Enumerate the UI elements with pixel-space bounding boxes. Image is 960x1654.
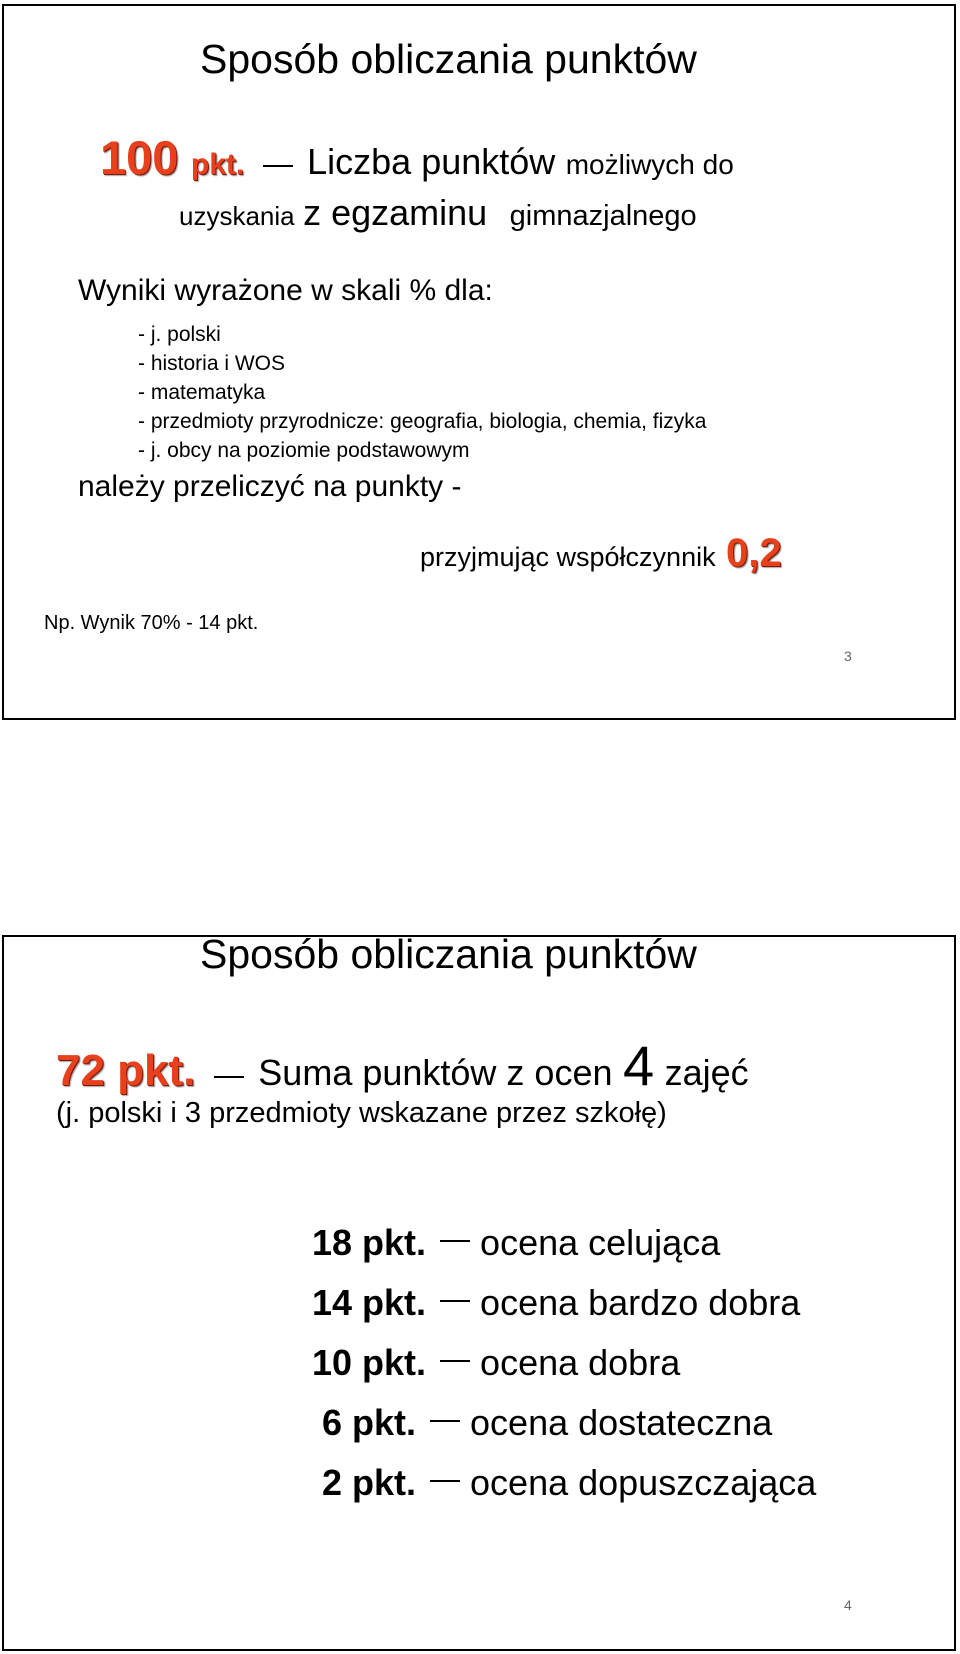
dash-separator xyxy=(440,1240,470,1242)
slide-title: Sposób obliczania punktów xyxy=(200,36,697,82)
subject-item: - j. obcy na poziomie podstawowym xyxy=(138,439,470,462)
page-number: 4 xyxy=(844,1597,852,1613)
points-value: 72 pkt. xyxy=(56,1046,196,1095)
sum-line xyxy=(56,1033,749,1098)
dash-separator xyxy=(430,1480,460,1482)
subject-item: - j. polski xyxy=(138,323,221,346)
points-description: Liczba punktów xyxy=(307,141,556,182)
points-line-2 xyxy=(179,192,697,234)
subjects-note: (j. polski i 3 przedmioty wskazane przez szkołę) xyxy=(56,1097,667,1129)
subject-item: - przedmioty przyrodnicze: geografia, biologia, chemia, fizyka xyxy=(138,410,707,433)
dash-separator xyxy=(440,1360,470,1362)
grade-item xyxy=(312,1213,816,1273)
grade-points: 14 pkt. xyxy=(312,1282,427,1323)
example-text: Np. Wynik 70% - 14 pkt. xyxy=(44,612,259,634)
coefficient-value: 0,2 xyxy=(726,531,782,575)
subjects-list xyxy=(138,320,706,465)
points-description-cont: możliwych do xyxy=(565,149,734,180)
grade-points: 2 pkt. xyxy=(322,1462,417,1503)
points-unit: pkt. xyxy=(190,148,245,181)
results-heading: Wyniki wyrażone w skali % dla: xyxy=(78,274,493,307)
grade-item xyxy=(312,1453,816,1513)
grade-points: 10 pkt. xyxy=(312,1342,427,1383)
points-line xyxy=(100,130,734,185)
grade-item xyxy=(312,1273,816,1333)
dash-separator xyxy=(440,1300,470,1302)
sum-count: 4 xyxy=(622,1034,655,1097)
coefficient-line xyxy=(420,531,782,576)
grade-item xyxy=(312,1393,816,1453)
page-number: 3 xyxy=(844,648,852,664)
grade-label: ocena bardzo dobra xyxy=(480,1282,801,1323)
subject-item: - matematyka xyxy=(138,381,266,404)
desc-gimnazjalnego: gimnazjalnego xyxy=(509,200,697,232)
grade-label: ocena dostateczna xyxy=(470,1402,773,1443)
grade-points: 18 pkt. xyxy=(312,1222,427,1263)
grade-label: ocena dopuszczająca xyxy=(470,1462,817,1503)
dash-separator xyxy=(263,165,293,167)
slide-3 xyxy=(2,4,956,720)
slide-title: Sposób obliczania punktów xyxy=(200,931,697,977)
points-value: 100 xyxy=(100,131,179,184)
grade-label: ocena dobra xyxy=(480,1342,681,1383)
subject-item: - historia i WOS xyxy=(138,352,286,375)
grades-list xyxy=(312,1213,816,1513)
desc-egzaminu: z egzaminu xyxy=(303,192,488,233)
grade-item xyxy=(312,1333,816,1393)
slide-4 xyxy=(2,931,956,1651)
desc-uzyskania: uzyskania xyxy=(179,201,295,231)
coefficient-label: przyjmując współczynnik xyxy=(420,542,716,572)
sum-suffix: zajęć xyxy=(664,1052,749,1093)
grade-points: 6 pkt. xyxy=(322,1402,417,1443)
sum-text: Suma punktów z ocen xyxy=(258,1052,613,1093)
dash-separator xyxy=(430,1420,460,1422)
dash-separator xyxy=(214,1076,244,1078)
grade-label: ocena celująca xyxy=(480,1222,721,1263)
convert-text: należy przeliczyć na punkty - xyxy=(78,470,462,503)
